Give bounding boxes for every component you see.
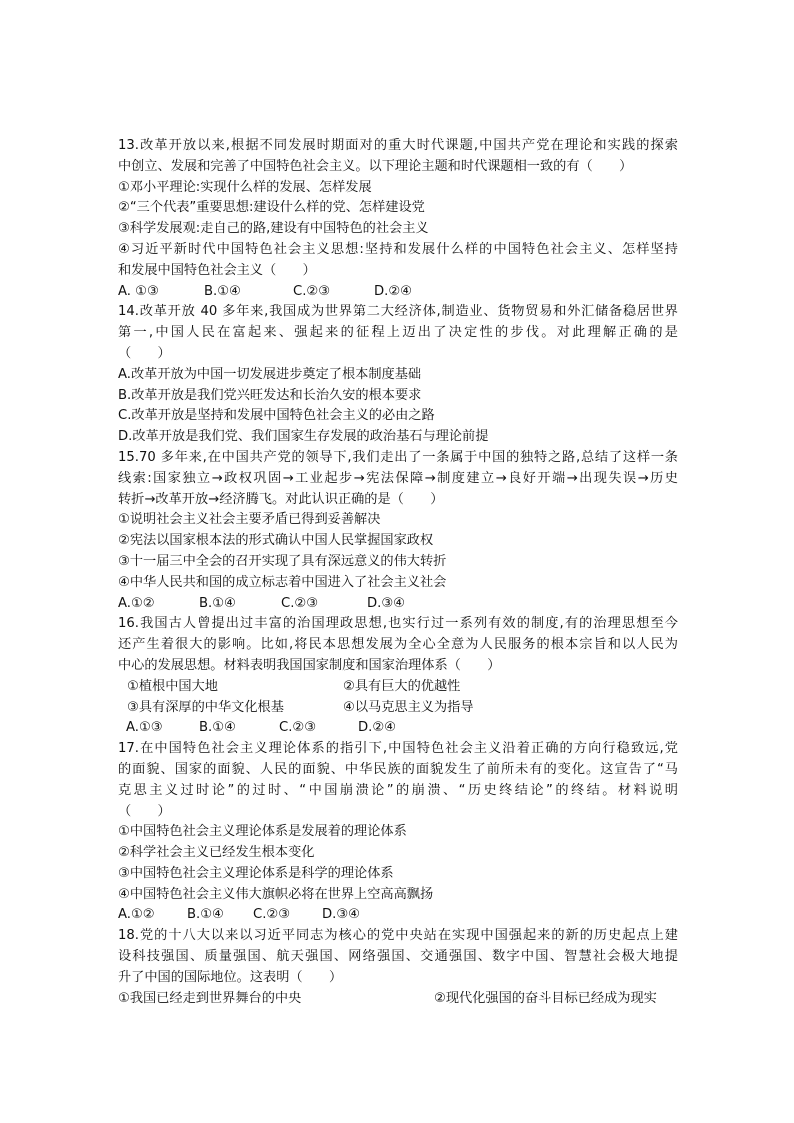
statement-item: ①中国特色社会主义理论体系是发展着的理论体系 xyxy=(118,824,407,840)
question-stem-line: 设科技强国、质量强国、航天强国、网络强国、交通强国、数字中国、智慧社会极大地提 xyxy=(118,949,678,965)
answer-options xyxy=(118,718,678,739)
question-stem-line: 的面貌、国家的面貌、人民的面貌、中华民族的面貌发生了前所未有的变化。这宣告了“马 xyxy=(118,761,678,777)
statement-item: ①说明社会主义社会主要矛盾已得到妥善解决 xyxy=(118,512,381,528)
answer-choice: B.改革开放是我们党兴旺发达和长治久安的根本要求 xyxy=(118,387,422,403)
answer-choice: A.改革开放为中国一切发展进步奠定了根本制度基础 xyxy=(118,366,422,382)
question-stem-line: 16.我国古人曾提出过丰富的治国理政思想,也实行过一系列有效的制度,有的治理思想至今 xyxy=(118,616,678,632)
statement-item: ④中华人民共和国的成立标志着中国进入了社会主义社会 xyxy=(118,574,447,590)
question-17 xyxy=(118,739,678,926)
statement-item: ④习近平新时代中国特色社会主义思想:坚持和发展什么样的中国特色社会主义、怎样坚持 xyxy=(118,241,678,257)
question-stem-line: 17.在中国特色社会主义理论体系的指引下,中国特色社会主义沿着正确的方向行稳致远,党 xyxy=(118,741,678,757)
statement-item: ③十一届三中全会的召开实现了具有深远意义的伟大转折 xyxy=(118,553,447,569)
option-c: C.②③ xyxy=(293,283,331,299)
option-a: A.①② xyxy=(118,595,155,611)
option-d: D.②④ xyxy=(374,283,412,299)
statement-item: ③中国特色社会主义理论体系是科学的理论体系 xyxy=(118,865,394,881)
question-15 xyxy=(118,448,678,614)
question-13 xyxy=(118,136,678,302)
question-stem-line: （ ） xyxy=(118,803,171,819)
question-stem-line: 还产生着很大的影响。比如,将民本思想发展为全心全意为人民服务的根本宗旨和以人民为 xyxy=(118,637,678,653)
question-stem-line: 13.改革开放以来,根据不同发展时期面对的重大时代课题,中国共产党在理论和实践的探索 xyxy=(118,138,678,153)
option-d: D.②④ xyxy=(358,720,396,736)
option-a: A.①③ xyxy=(126,720,163,736)
statement-item: ②“三个代表”重要思想:建设什么样的党、怎样建设党 xyxy=(118,200,425,216)
answer-choice: D.改革开放是我们党、我们国家生存发展的政治基石与理论前提 xyxy=(118,429,489,445)
statement-item: ④中国特色社会主义伟大旗帜必将在世界上空高高飘扬 xyxy=(118,886,434,902)
statement-row xyxy=(118,677,678,698)
option-c: C.②③ xyxy=(253,907,291,923)
question-18 xyxy=(118,926,678,1009)
statement-item: ③具有深厚的中华文化根基 xyxy=(127,699,284,715)
statement-item: ③科学发展观:走自己的路,建设有中国特色的社会主义 xyxy=(118,221,429,237)
statement-item: ②现代化强国的奋斗目标已经成为现实 xyxy=(434,990,657,1006)
statement-row xyxy=(118,989,678,1010)
option-a: A.①② xyxy=(118,907,155,923)
option-c: C.②③ xyxy=(281,595,319,611)
statement-row xyxy=(118,698,678,719)
answer-choice: C.改革开放是坚持和发展中国特色社会主义的必由之路 xyxy=(118,408,435,424)
option-b: B.①④ xyxy=(199,720,236,736)
question-stem-line: 14.改革开放 40 多年来,我国成为世界第二大经济体,制造业、货物贸易和外汇储备稳居世界 xyxy=(118,304,678,320)
question-stem-line: 中创立、发展和完善了中国特色社会主义。以下理论主题和时代课题相一致的有（ ） xyxy=(118,158,633,174)
statement-item: ①邓小平理论:实现什么样的发展、怎样发展 xyxy=(118,179,372,195)
statement-item: ①植根中国大地 xyxy=(127,678,218,694)
option-b: B.①④ xyxy=(199,595,236,611)
statement-item: ①我国已经走到世界舞台的中央 xyxy=(118,990,302,1006)
question-stem-line: 中心的发展思想。材料表明我国国家制度和国家治理体系（ ） xyxy=(118,657,501,673)
answer-options xyxy=(118,594,678,615)
option-d: D.③④ xyxy=(367,595,405,611)
question-stem-line: 克思主义过时论”的过时、“中国崩溃论”的崩溃、“历史终结论”的终结。材料说明 xyxy=(118,782,678,798)
statement-item: ②宪法以国家根本法的形式确认中国人民掌握国家政权 xyxy=(118,533,434,549)
option-a: A. ①③ xyxy=(118,283,159,299)
question-stem-line: 线索:国家独立→政权巩固→工业起步→宪法保障→制度建立→良好开端→出现失误→历史 xyxy=(118,470,678,486)
answer-options xyxy=(118,905,678,926)
question-stem-line: （ ） xyxy=(118,345,171,361)
answer-options xyxy=(118,282,678,303)
question-stem-line: 15.70 多年来,在中国共产党的领导下,我们走出了一条属于中国的独特之路,总结了这样一条 xyxy=(118,449,678,465)
statement-item: 和发展中国特色社会主义（ ） xyxy=(118,262,316,278)
question-stem-line: 转折→改革开放→经济腾飞。对此认识正确的是（ ） xyxy=(118,491,444,507)
question-stem-line: 18.党的十八大以来以习近平同志为核心的党中央站在实现中国强起来的新的历史起点上建 xyxy=(118,928,678,944)
question-stem-line: 升了中国的国际地位。这表明（ ） xyxy=(118,969,343,985)
option-d: D.③④ xyxy=(322,907,360,923)
question-stem-line: 第一,中国人民在富起来、强起来的征程上迈出了决定性的步伐。对此理解正确的是 xyxy=(118,325,678,341)
question-16 xyxy=(118,614,678,739)
exam-page xyxy=(118,136,678,1009)
question-14 xyxy=(118,302,678,448)
statement-item: ②科学社会主义已经发生根本变化 xyxy=(118,845,315,861)
option-c: C.②③ xyxy=(279,720,317,736)
statement-item: ④以马克思主义为指导 xyxy=(343,699,474,715)
option-b: B.①④ xyxy=(187,907,224,923)
statement-item: ②具有巨大的优越性 xyxy=(343,678,461,694)
option-b: B.①④ xyxy=(204,283,241,299)
